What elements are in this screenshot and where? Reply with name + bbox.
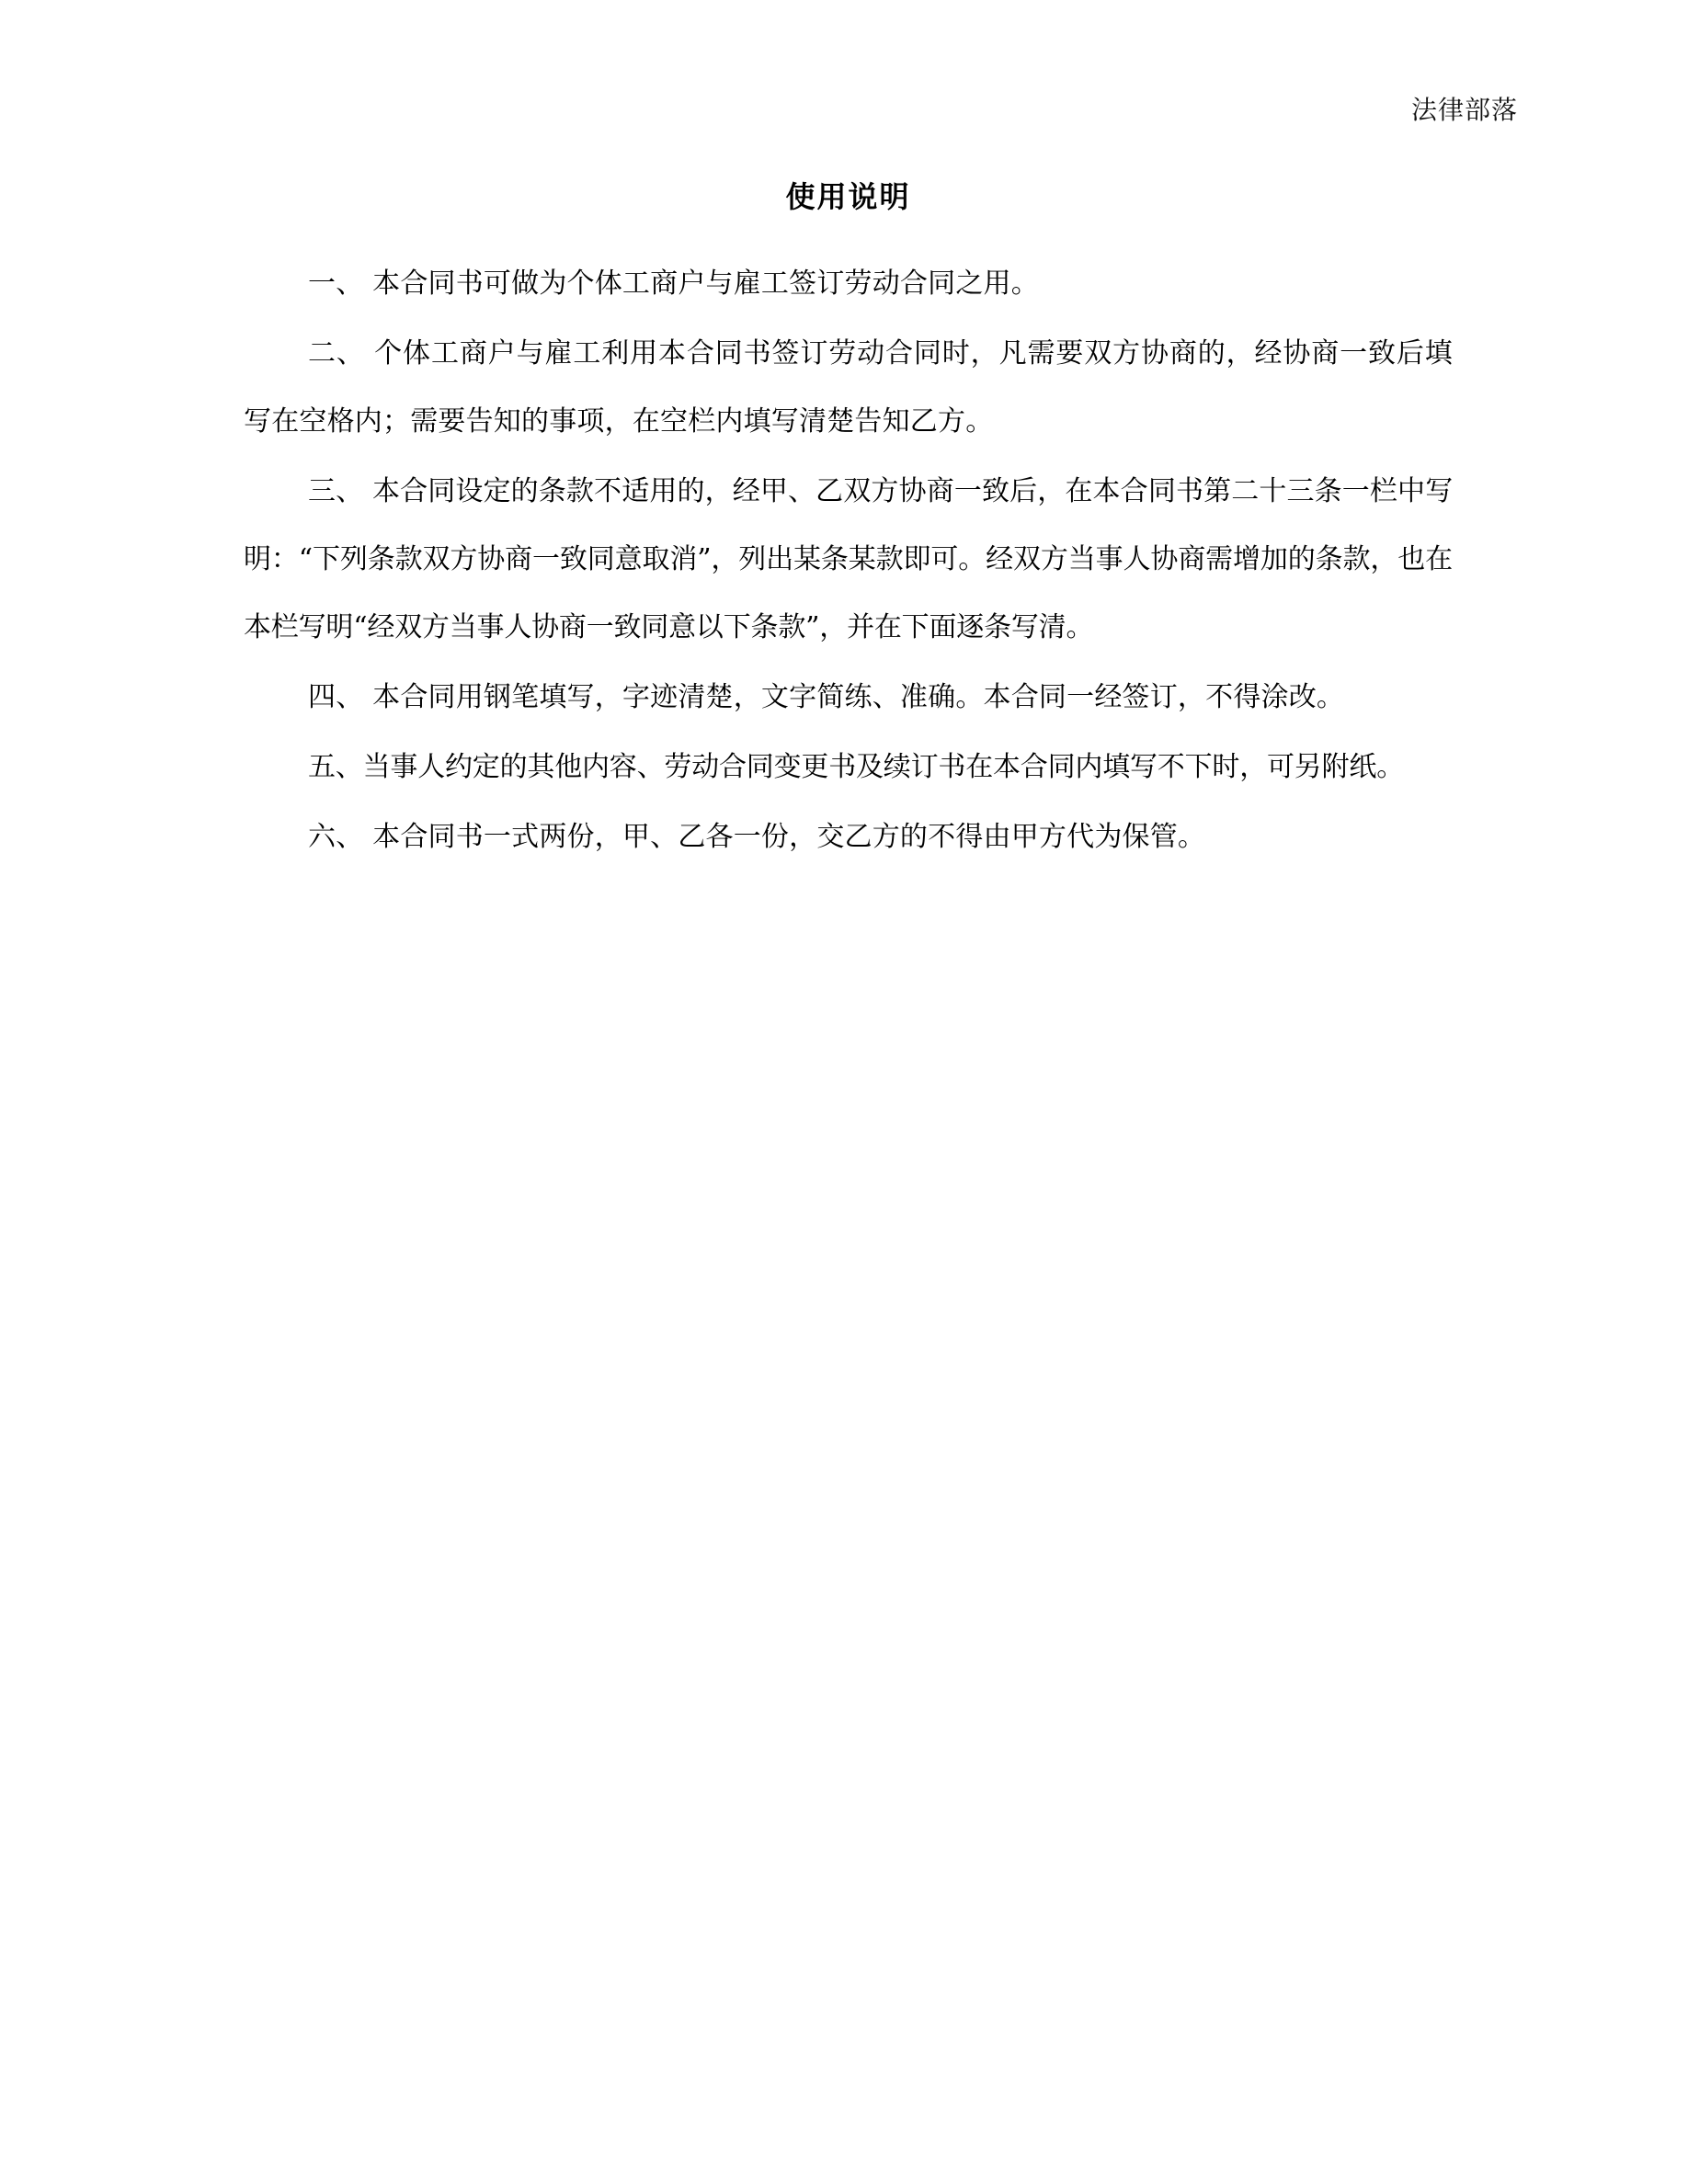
instruction-paragraph-4: 四、 本合同用钢笔填写，字迹清楚，文字简练、准确。本合同一经签订，不得涂改。 (308, 681, 1345, 713)
page-title: 使用说明 (785, 179, 911, 214)
instruction-paragraph-1: 一、 本合同书可做为个体工商户与雇工签订劳动合同之用。 (308, 267, 1039, 300)
bottom-spacer (244, 873, 1453, 910)
page-header-watermark: 法律部落 (1410, 95, 1518, 125)
instruction-paragraph-5: 五、当事人约定的其他内容、劳动合同变更书及续订书在本合同内填写不下时，可另附纸。 (308, 751, 1404, 783)
instruction-paragraph-2: 二、 个体工商户与雇工利用本合同书签订劳动合同时，凡需要双方协商的，经协商一致后填写在空格内；需要告知的事项，在空栏内填写清楚告知乙方。 (244, 337, 1453, 438)
document-body (244, 175, 1453, 910)
instruction-paragraph-3: 三、 本合同设定的条款不适用的，经甲、乙双方协商一致后，在本合同书第二十三条一栏中写明：“下列条款双方协商一致同意取消”，列出某条某款即可。经双方当事人协商需增加的条款，也在本栏写明“经双方当事人协商一致同意以下条款”，并在下面逐条写清。 (244, 475, 1453, 643)
instruction-paragraph-6: 六、 本合同书一式两份，甲、乙各一份，交乙方的不得由甲方代为保管。 (308, 821, 1206, 853)
